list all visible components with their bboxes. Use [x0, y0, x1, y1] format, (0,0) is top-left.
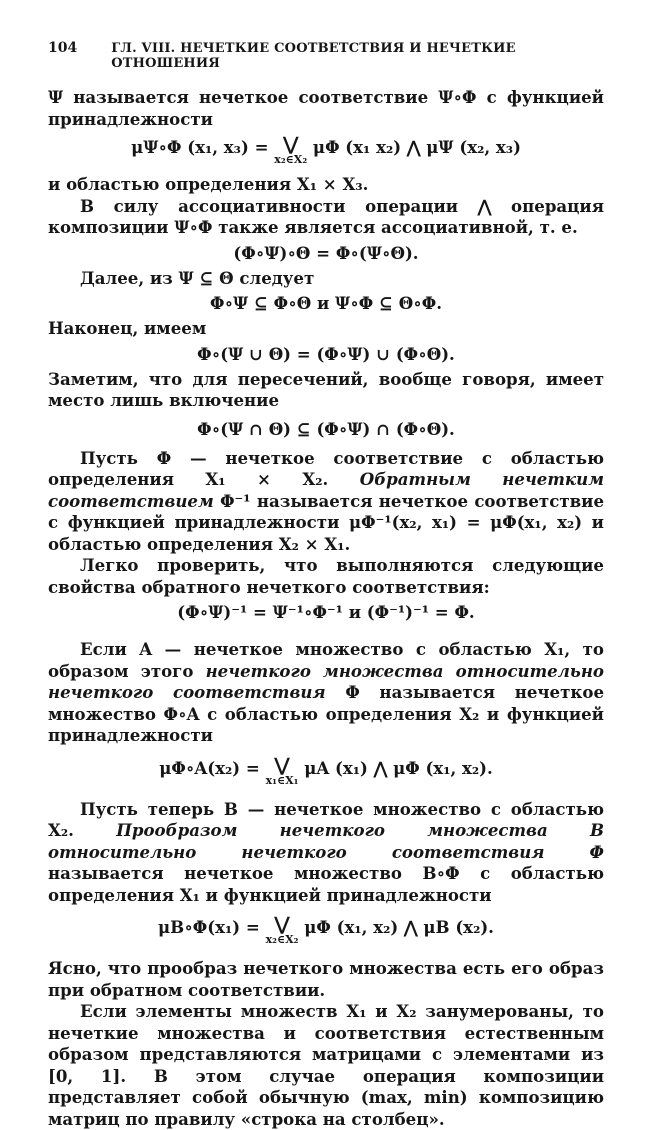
paragraph-image-definition [48, 639, 604, 747]
text-run: Φ называется нечеткое множество Φ∘A с областью определения X₂ и функцией принадлежности [48, 682, 604, 745]
chapter-title: ГЛ. VIII. НЕЧЕТКИЕ СООТВЕТСТВИЯ И НЕЧЕТКИЕ ОТНОШЕНИЯ [111, 41, 516, 71]
paragraph: Ясно, что прообраз нечеткого множества есть его образ при обратном соответствии. [48, 958, 604, 1000]
formula-composition-membership [48, 136, 604, 166]
paragraph: Далее, из Ψ ⊆ Θ следует [80, 267, 315, 288]
operator-limit: x₂∈X₂ [265, 933, 299, 946]
page-number: 104 [48, 40, 78, 56]
disjunction-symbol: ⋁ [274, 914, 290, 935]
text-run: Φ⁻¹ называется нечеткое соответствие с функцией принадлежности μΦ⁻¹(x₂, x₁) = μΦ(x₁, x₂) и областью определения X₂ × X₁. [48, 490, 604, 554]
formula-left: μΦ∘A(x₂) = [159, 757, 260, 778]
paragraph-preimage-definition [48, 799, 604, 907]
max-operator [274, 136, 307, 166]
text-run: Пусть Φ — нечеткое соответствие с областью определения X₁ × X₂. [48, 447, 604, 489]
text-run: называется нечеткое множество B∘Φ с областью определения X₁ и функцией принадлежности [48, 863, 604, 905]
max-operator [265, 754, 299, 787]
max-operator [266, 916, 299, 946]
disjunction-symbol: ⋁ [274, 754, 290, 776]
paragraph: Наконец, имеем [48, 318, 207, 338]
paragraph: и областью определения X₁ × X₃. [48, 174, 369, 194]
paragraph: Ψ называется нечеткое соответствие Ψ∘Φ с функцией принадлежности [48, 87, 604, 129]
term-italic: Прообразом нечеткого множества B относительно нечеткого соответствия Φ [48, 820, 604, 862]
running-header [48, 40, 604, 71]
formula-inverse-properties: (Φ∘Ψ)⁻¹ = Ψ⁻¹∘Φ⁻¹ и (Φ⁻¹)⁻¹ = Φ. [177, 602, 475, 622]
paragraph-inverse-definition [48, 448, 604, 556]
paragraph: Если элементы множеств X₁ и X₂ занумерованы, то нечеткие множества и соответствия естественным образом представляются матрицами с элементами из [0, 1]. В этом случае операция композиции представляет собой обычную (max, min) композицию матриц по правилу «строка на столбец». [48, 1001, 604, 1129]
operator-limit: x₂∈X₂ [274, 153, 308, 166]
formula-right: μΦ (x₁, x₂) ⋀ μB (x₂). [304, 917, 494, 937]
paragraph: Легко проверить, что выполняются следующие свойства обратного нечеткого соответствия: [48, 555, 604, 597]
formula-monotonicity: Φ∘Ψ ⊆ Φ∘Θ и Ψ∘Φ ⊆ Θ∘Φ. [209, 293, 442, 313]
formula-union-distributivity: Φ∘(Ψ ∪ Θ) = (Φ∘Ψ) ∪ (Φ∘Θ). [197, 343, 455, 364]
book-page [48, 40, 604, 1130]
formula-associativity: (Φ∘Ψ)∘Θ = Φ∘(Ψ∘Θ). [233, 242, 419, 263]
operator-limit: x₁∈X₁ [265, 773, 299, 787]
formula-left: μB∘Φ(x₁) = [158, 917, 260, 937]
formula-left: μΨ∘Φ (x₁, x₃) = [131, 137, 269, 157]
term-italic: нечеткого множества относительно нечеткого соответствия [48, 660, 604, 702]
formula-image-membership [48, 754, 604, 787]
text-run: Пусть теперь B — нечеткое множество с областью X₂. [48, 798, 604, 840]
text-run: Если A — нечеткое множество с областью X₁, то образом этого [48, 639, 604, 681]
paragraph: Заметим, что для пересечений, вообще говоря, имеет место лишь включение [48, 368, 604, 410]
paragraph: В силу ассоциативности операции ⋀ операция композиции Ψ∘Φ также является ассоциативной, т. е. [48, 195, 604, 237]
disjunction-symbol: ⋁ [283, 134, 299, 155]
formula-right: μA (x₁) ⋀ μΦ (x₁, x₂). [304, 757, 493, 778]
term-italic: Обратным нечетким соответствием [48, 469, 604, 511]
formula-right: μΦ (x₁ x₂) ⋀ μΨ (x₂, x₃) [312, 137, 521, 157]
formula-intersection-inclusion: Φ∘(Ψ ∩ Θ) ⊆ (Φ∘Ψ) ∩ (Φ∘Θ). [197, 418, 455, 439]
formula-preimage-membership [48, 916, 604, 946]
